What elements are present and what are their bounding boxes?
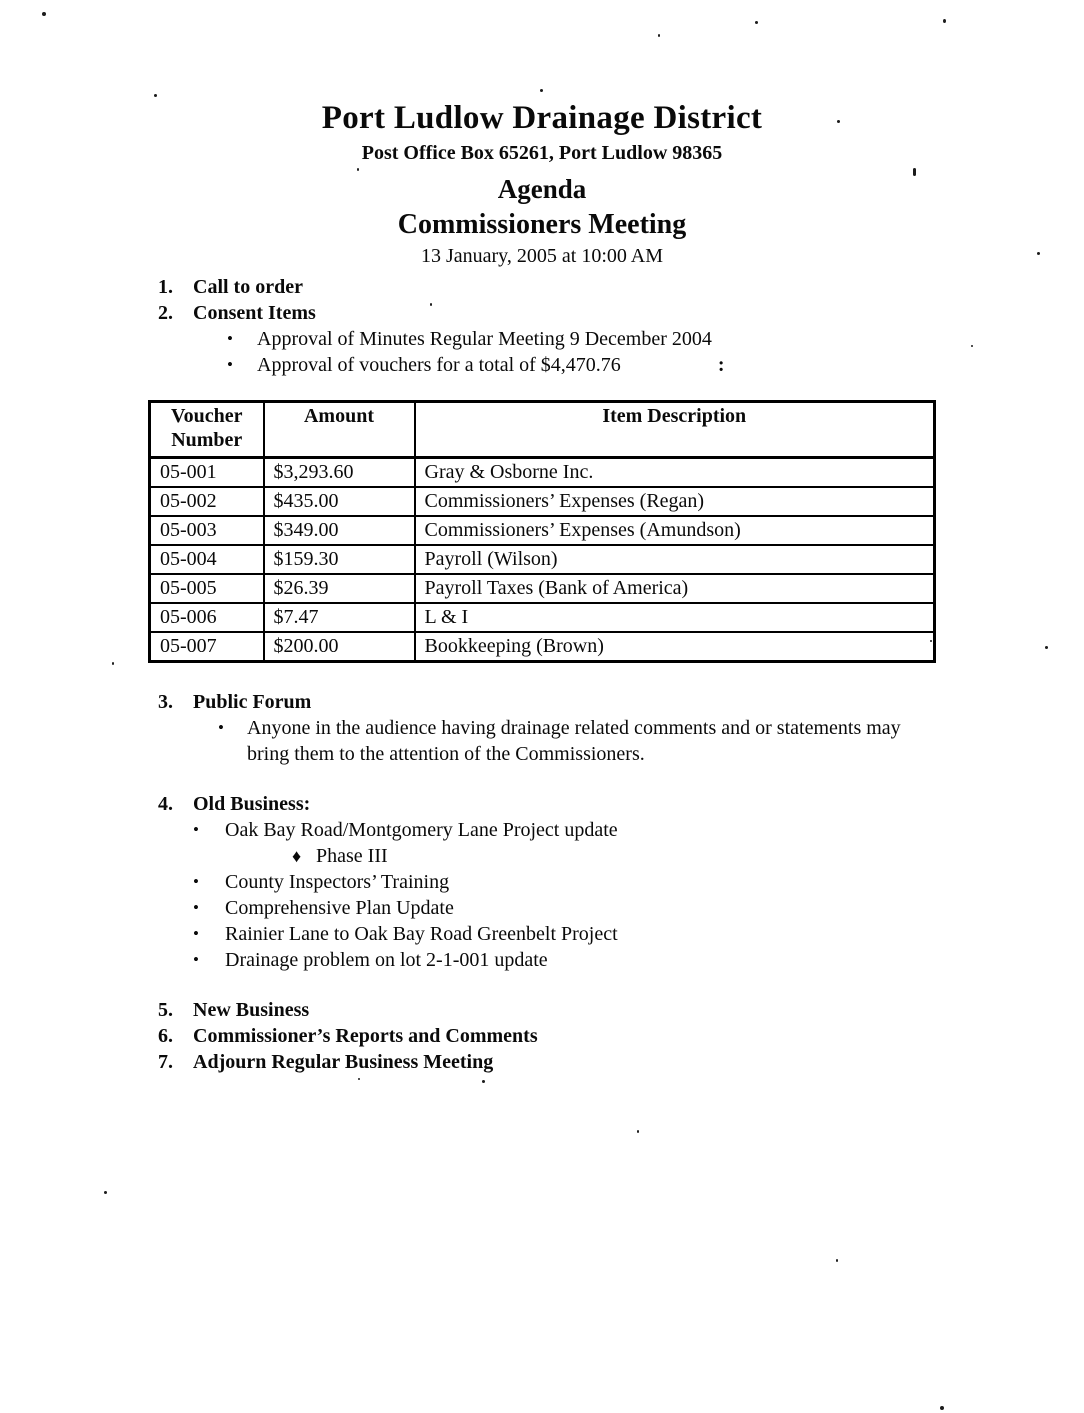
bullet-icon: • bbox=[193, 872, 199, 891]
col-header-item-description: Item Description bbox=[415, 402, 935, 458]
item-number: 7. bbox=[158, 1051, 173, 1073]
bullet-text: Approval of Minutes Regular Meeting 9 December 2004 bbox=[257, 328, 712, 350]
col-header-amount: Amount bbox=[264, 402, 415, 458]
scan-speck bbox=[357, 168, 359, 171]
old-business-bullet-training bbox=[193, 869, 1084, 895]
public-forum-bullet bbox=[218, 715, 1084, 767]
bullet-text: Anyone in the audience having drainage related comments and or statements may bring them to the attention of the Commissioners. bbox=[247, 717, 901, 765]
agenda-item-old-business bbox=[158, 791, 1084, 817]
scan-speck bbox=[940, 1406, 944, 1410]
voucher-number-cell: 05-005 bbox=[150, 574, 264, 603]
item-number: 5. bbox=[158, 999, 173, 1021]
diamond-bullet-icon: ♦ bbox=[292, 846, 302, 866]
scan-speck bbox=[1037, 252, 1040, 255]
item-number: 2. bbox=[158, 302, 173, 324]
old-business-bullet-oak-bay bbox=[193, 817, 1084, 843]
scan-speck bbox=[1045, 646, 1048, 649]
po-box-address: Post Office Box 65261, Port Ludlow 98365 bbox=[361, 142, 723, 164]
voucher-table-header-row bbox=[150, 402, 935, 458]
bullet-icon: • bbox=[218, 718, 224, 737]
voucher-desc-cell: Bookkeeping (Brown) bbox=[415, 632, 935, 662]
voucher-number-cell: 05-001 bbox=[150, 458, 264, 488]
document-title: Port Ludlow Drainage District bbox=[321, 100, 763, 136]
voucher-row bbox=[150, 632, 935, 662]
voucher-desc-cell: Payroll (Wilson) bbox=[415, 545, 935, 574]
scan-speck bbox=[658, 34, 660, 37]
meeting-heading: Commissioners Meeting bbox=[397, 209, 687, 240]
item-label: Call to order bbox=[193, 276, 303, 298]
item-label: Consent Items bbox=[193, 302, 316, 324]
voucher-desc-cell: Commissioners’ Expenses (Regan) bbox=[415, 487, 935, 516]
voucher-row bbox=[150, 458, 935, 488]
voucher-desc-cell: Commissioners’ Expenses (Amundson) bbox=[415, 516, 935, 545]
voucher-number-cell: 05-002 bbox=[150, 487, 264, 516]
document-header bbox=[0, 0, 1084, 268]
bullet-icon: • bbox=[193, 898, 199, 917]
item-label: New Business bbox=[193, 999, 310, 1021]
bullet-text: Oak Bay Road/Montgomery Lane Project update bbox=[225, 819, 618, 841]
scan-speck bbox=[930, 640, 932, 642]
agenda-item-commissioner-reports bbox=[158, 1023, 1084, 1049]
voucher-desc-cell: Payroll Taxes (Bank of America) bbox=[415, 574, 935, 603]
scan-speck bbox=[637, 1130, 639, 1133]
voucher-desc-cell: Gray & Osborne Inc. bbox=[415, 458, 935, 488]
voucher-amount-cell: $7.47 bbox=[264, 603, 415, 632]
scan-speck bbox=[482, 1080, 485, 1083]
voucher-number-cell: 05-007 bbox=[150, 632, 264, 662]
bullet-icon: • bbox=[193, 820, 199, 839]
bullet-text: Comprehensive Plan Update bbox=[225, 897, 454, 919]
voucher-row bbox=[150, 603, 935, 632]
voucher-table bbox=[148, 400, 936, 663]
agenda-item-new-business bbox=[158, 997, 1084, 1023]
item-number: 1. bbox=[158, 276, 173, 298]
voucher-amount-cell: $200.00 bbox=[264, 632, 415, 662]
scan-speck bbox=[540, 89, 543, 92]
scan-speck bbox=[971, 345, 973, 347]
voucher-row bbox=[150, 516, 935, 545]
voucher-row bbox=[150, 545, 935, 574]
bullet-icon: • bbox=[227, 355, 233, 374]
agenda-list bbox=[0, 274, 1084, 1075]
scan-speck bbox=[104, 1191, 107, 1194]
item-label: Adjourn Regular Business Meeting bbox=[193, 1051, 494, 1073]
old-business-bullet-comp-plan bbox=[193, 895, 1084, 921]
scan-speck bbox=[430, 303, 432, 306]
item-number: 4. bbox=[158, 793, 173, 815]
bullet-text: Phase III bbox=[316, 845, 388, 867]
agenda-item-call-to-order bbox=[158, 274, 1084, 300]
agenda-item-adjourn bbox=[158, 1049, 1084, 1075]
voucher-number-cell: 05-004 bbox=[150, 545, 264, 574]
stray-colon-mark: : bbox=[717, 354, 725, 376]
meeting-datetime: 13 January, 2005 at 10:00 AM bbox=[420, 245, 663, 267]
scan-speck bbox=[913, 168, 916, 176]
item-label: Public Forum bbox=[193, 691, 312, 713]
voucher-amount-cell: $349.00 bbox=[264, 516, 415, 545]
item-number: 6. bbox=[158, 1025, 173, 1047]
bullet-icon: • bbox=[227, 329, 233, 348]
item-label: Commissioner’s Reports and Comments bbox=[193, 1025, 538, 1047]
scan-speck bbox=[943, 19, 946, 23]
voucher-amount-cell: $159.30 bbox=[264, 545, 415, 574]
bullet-icon: • bbox=[193, 924, 199, 943]
bullet-icon: • bbox=[193, 950, 199, 969]
scan-speck bbox=[837, 120, 840, 123]
voucher-number-cell: 05-003 bbox=[150, 516, 264, 545]
old-business-sub-bullet-phase bbox=[292, 843, 1084, 869]
consent-bullet-minutes bbox=[227, 326, 1084, 352]
scan-speck bbox=[755, 21, 758, 24]
voucher-row bbox=[150, 487, 935, 516]
agenda-heading: Agenda bbox=[497, 174, 587, 204]
bullet-text: Rainier Lane to Oak Bay Road Greenbelt Project bbox=[225, 923, 618, 945]
voucher-row bbox=[150, 574, 935, 603]
scan-speck bbox=[42, 12, 46, 16]
scan-speck bbox=[358, 1078, 360, 1080]
voucher-amount-cell: $3,293.60 bbox=[264, 458, 415, 488]
item-number: 3. bbox=[158, 691, 173, 713]
voucher-desc-cell: L & I bbox=[415, 603, 935, 632]
bullet-text: Drainage problem on lot 2-1-001 update bbox=[225, 949, 548, 971]
bullet-text: County Inspectors’ Training bbox=[225, 871, 450, 893]
old-business-bullet-lot-drainage bbox=[193, 947, 1084, 973]
scan-speck bbox=[112, 662, 114, 665]
voucher-amount-cell: $435.00 bbox=[264, 487, 415, 516]
agenda-item-public-forum bbox=[158, 689, 1084, 715]
voucher-amount-cell: $26.39 bbox=[264, 574, 415, 603]
col-header-voucher-number: Voucher Number bbox=[150, 402, 264, 458]
scan-speck bbox=[154, 94, 157, 97]
consent-bullet-vouchers bbox=[227, 352, 1084, 378]
bullet-text: Approval of vouchers for a total of $4,470.76 bbox=[257, 354, 621, 376]
agenda-item-consent-items bbox=[158, 300, 1084, 326]
voucher-number-cell: 05-006 bbox=[150, 603, 264, 632]
old-business-bullet-greenbelt bbox=[193, 921, 1084, 947]
scan-speck bbox=[836, 1259, 838, 1262]
item-label: Old Business: bbox=[193, 793, 311, 815]
